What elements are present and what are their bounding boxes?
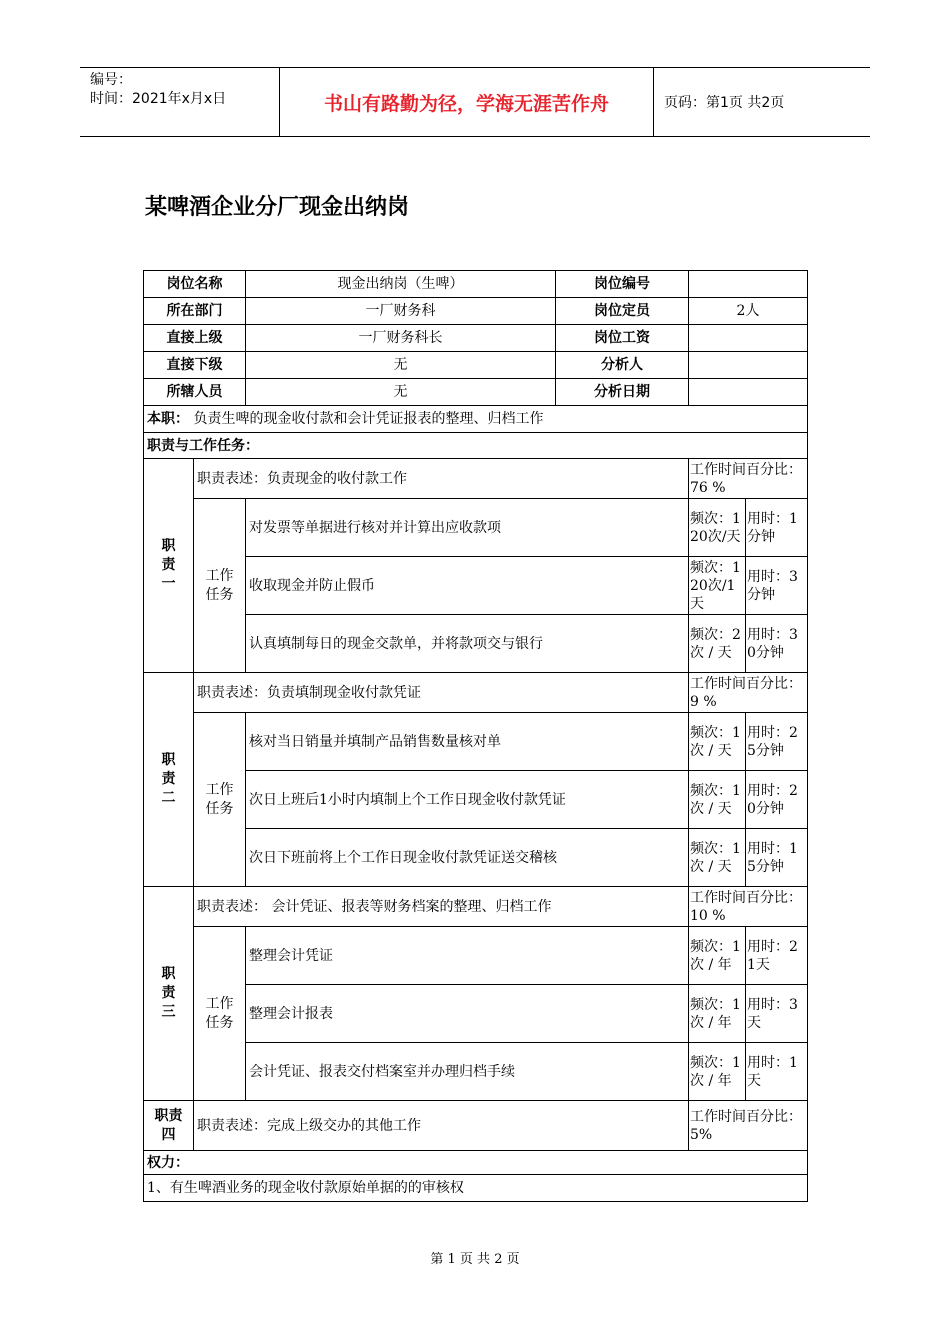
info-row [144,379,808,406]
info-label: 分析人 [556,352,689,379]
info-label: 岗位工资 [556,325,689,352]
duties-heading: 职责与工作任务： [144,433,808,459]
info-value: 一厂财务科 [246,298,556,325]
info-value: 无 [246,352,556,379]
info-row [144,298,808,325]
info-label: 岗位名称 [144,271,246,298]
task-text: 次日上班后1小时内填制上个工作日现金收付款凭证 [246,771,689,829]
info-value [689,352,808,379]
task-text: 认真填制每日的现金交款单，并将款项交与银行 [246,615,689,673]
main-duty-text: 负责生啤的现金收付款和会计凭证报表的整理、归档工作 [193,411,544,427]
info-row [144,271,808,298]
duty-percent: 工作时间百分比：9 % [689,673,808,713]
task-duration: 用时：20分钟 [746,771,808,829]
info-value: 2人 [689,298,808,325]
duty-percent: 工作时间百分比：10 % [689,887,808,927]
duties-heading-row [144,433,808,459]
duty-desc-row [144,459,808,499]
task-duration: 用时：30分钟 [746,615,808,673]
duty-desc: 职责表述：负责现金的收付款工作 [194,459,689,499]
task-text: 整理会计报表 [246,985,689,1043]
main-duty-label: 本职： [147,411,189,427]
info-label: 岗位定员 [556,298,689,325]
task-frequency: 频次：1 次 / 年 [689,985,746,1043]
duty-desc-row [144,673,808,713]
task-text: 次日下班前将上个工作日现金收付款凭证送交稽核 [246,829,689,887]
header-meta [80,68,280,136]
info-label: 岗位编号 [556,271,689,298]
info-label: 直接上级 [144,325,246,352]
duty-name: 职责四 [144,1101,194,1151]
page-footer: 第 1 页 共 2 页 [430,1252,520,1267]
task-frequency: 频次：120次/1天 [689,557,746,615]
task-frequency: 频次：2 次 / 天 [689,615,746,673]
job-description-table [143,270,808,1202]
task-text: 对发票等单据进行核对并计算出应收款项 [246,499,689,557]
info-label: 直接下级 [144,352,246,379]
power-item: 1、有生啤酒业务的现金收付款原始单据的的审核权 [144,1175,808,1202]
main-duty [144,406,808,433]
task-row [144,713,808,771]
header-number: 编号： [90,72,132,88]
document-title: 某啤酒企业分厂现金出纳岗 [145,195,410,220]
duty-name: 职责二 [144,673,194,887]
info-row [144,325,808,352]
task-row [144,499,808,557]
info-label: 所辖人员 [144,379,246,406]
task-row [144,927,808,985]
info-value [689,325,808,352]
header-time: 时间：2021年x月x日 [90,91,227,107]
duty-desc: 职责表述：负责填制现金收付款凭证 [194,673,689,713]
task-duration: 用时：25分钟 [746,713,808,771]
task-frequency: 频次：1 次 / 年 [689,927,746,985]
task-frequency: 频次：120次/天 [689,499,746,557]
duty-name: 职责一 [144,459,194,673]
task-frequency: 频次：1 次 / 天 [689,829,746,887]
task-text: 核对当日销量并填制产品销售数量核对单 [246,713,689,771]
task-label: 工作任务 [194,927,246,1101]
info-row [144,352,808,379]
task-duration: 用时：1分钟 [746,499,808,557]
task-duration: 用时：3分钟 [746,557,808,615]
duty-name: 职责三 [144,887,194,1101]
task-label: 工作任务 [194,499,246,673]
task-frequency: 频次：1 次 / 天 [689,771,746,829]
task-label: 工作任务 [194,713,246,887]
info-value [689,379,808,406]
duty-desc: 职责表述：完成上级交办的其他工作 [194,1101,689,1151]
duty-desc-row [144,1101,808,1151]
task-text: 整理会计凭证 [246,927,689,985]
task-duration: 用时：15分钟 [746,829,808,887]
page-header [80,67,870,137]
task-duration: 用时：3天 [746,985,808,1043]
task-frequency: 频次：1 次 / 年 [689,1043,746,1101]
header-page-info: 页码：第1页 共2页 [664,95,785,111]
task-text: 收取现金并防止假币 [246,557,689,615]
task-text: 会计凭证、报表交付档案室并办理归档手续 [246,1043,689,1101]
info-label: 所在部门 [144,298,246,325]
task-duration: 用时：21天 [746,927,808,985]
info-value: 一厂财务科长 [246,325,556,352]
info-label: 分析日期 [556,379,689,406]
info-value: 现金出纳岗（生啤） [246,271,556,298]
duty-percent: 工作时间百分比：76 % [689,459,808,499]
duty-desc: 职责表述： 会计凭证、报表等财务档案的整理、归档工作 [194,887,689,927]
power-row [144,1175,808,1202]
task-frequency: 频次：1 次 / 天 [689,713,746,771]
task-duration: 用时：1天 [746,1043,808,1101]
info-value: 无 [246,379,556,406]
header-motto: 书山有路勤为径，学海无涯苦作舟 [280,68,654,136]
duty-percent: 工作时间百分比： 5% [689,1101,808,1151]
power-heading-row [144,1151,808,1175]
duty-desc-row [144,887,808,927]
info-value [689,271,808,298]
main-duty-row [144,406,808,433]
power-heading: 权力： [144,1151,808,1175]
